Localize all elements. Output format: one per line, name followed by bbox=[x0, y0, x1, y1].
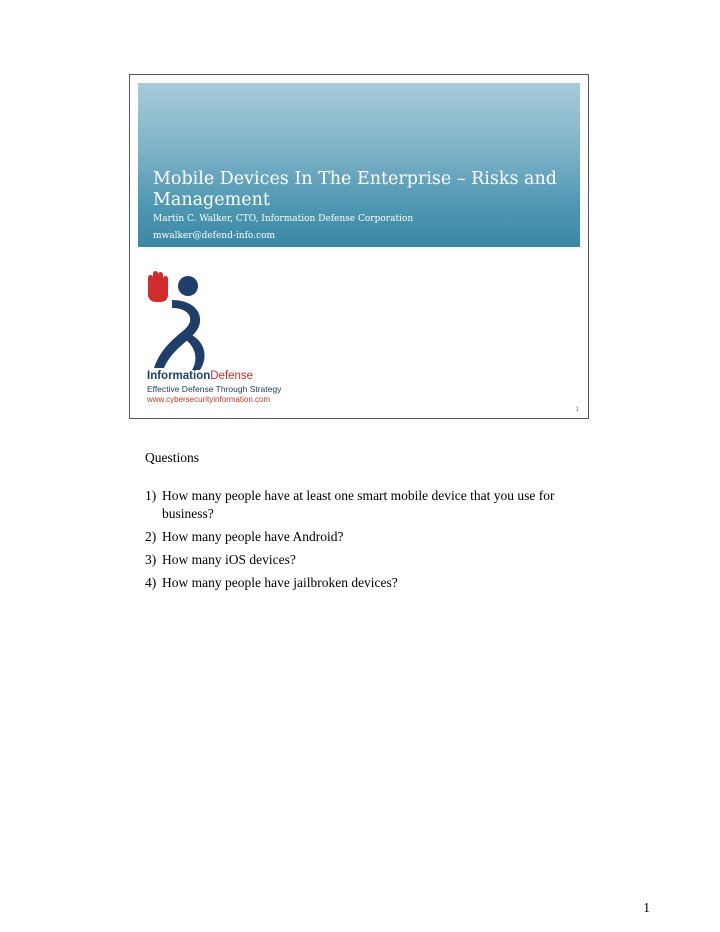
question-text: How many iOS devices? bbox=[162, 552, 296, 567]
list-item bbox=[145, 574, 595, 592]
question-number: 1) bbox=[145, 488, 157, 503]
list-item bbox=[145, 551, 595, 569]
page-number: 1 bbox=[643, 900, 650, 915]
questions-list bbox=[145, 487, 595, 592]
slide-title: Mobile Devices In The Enterprise – Risks and Management bbox=[153, 169, 557, 210]
question-text: How many people have at least one smart mobile device that you use for business? bbox=[162, 488, 555, 521]
list-item bbox=[145, 528, 595, 546]
list-item bbox=[145, 487, 595, 523]
question-text: How many people have jailbroken devices? bbox=[162, 575, 398, 590]
title-banner bbox=[138, 83, 580, 247]
company-tagline: Effective Defense Through Strategy bbox=[147, 384, 282, 394]
notes-heading: Questions bbox=[145, 450, 199, 465]
question-number: 4) bbox=[145, 575, 157, 590]
speaker-notes bbox=[145, 449, 595, 597]
question-number: 2) bbox=[145, 529, 157, 544]
slide-author: Martin C. Walker, CTO, Information Defense Corporation bbox=[153, 214, 414, 224]
slide-thumbnail bbox=[129, 74, 589, 419]
stop-hand-figure-icon bbox=[142, 270, 222, 370]
question-text: How many people have Android? bbox=[162, 529, 344, 544]
company-logo-name: InformationDefense bbox=[147, 370, 254, 382]
question-number: 3) bbox=[145, 552, 157, 567]
company-url: www.cybersecurityinformation.com bbox=[147, 395, 271, 404]
slide-number: 1 bbox=[575, 407, 579, 413]
slide-email: mwalker@defend-info.com bbox=[153, 231, 276, 241]
